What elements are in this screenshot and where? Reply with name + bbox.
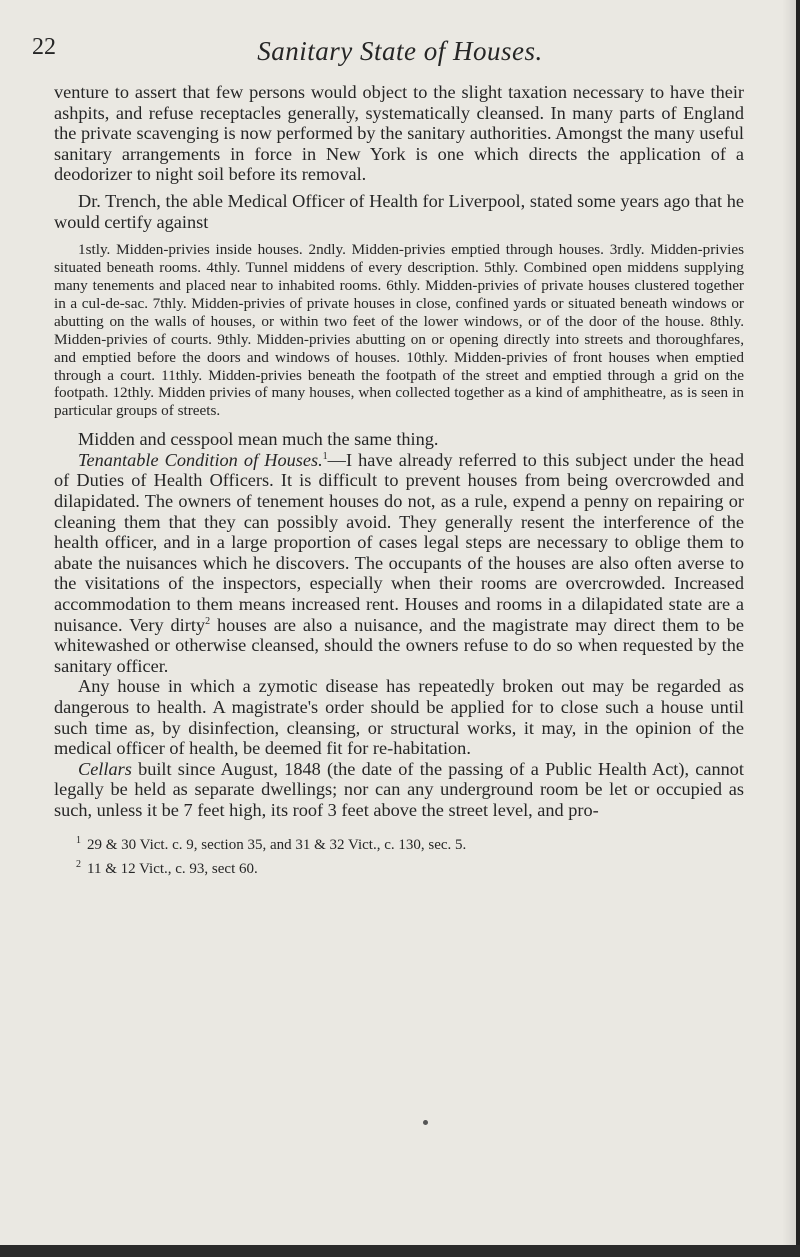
footnote-ref-2: 2 (205, 615, 211, 627)
footnote-1-text: 29 & 30 Vict. c. 9, section 35, and 31 & 32 Vict., c. 130, sec. 5. (87, 836, 467, 853)
paragraph-scavenging: venture to assert that few persons would object to the slight taxation necessary to have their ashpits, and refuse receptacles generally, systematically cleansed. In many parts of England the private scavenging is now performed by the sanitary authorities. Amongst the many useful sanitary arrangements in force in New York is one which directs the application of a deodorizer to night soil before its removal. (54, 82, 744, 185)
footnotes (54, 831, 744, 879)
paragraph-dr-trench: Dr. Trench, the able Medical Officer of Health for Liverpool, stated some years ago that he would certify against (54, 190, 744, 232)
cellars-text: built since August, 1848 (the date of the passing of a Public Health Act), cannot legally be held as separate dwellings; nor can any underground room be let or occupied as such, unless it be 7 feet high, its roof 3 feet above the street level, and pro- (54, 758, 744, 820)
paragraph-midden-cesspool: Midden and cesspool mean much the same thing. (78, 429, 439, 450)
page-number: 22 (32, 34, 56, 60)
section-heading-cellars: Cellars (78, 758, 132, 779)
page-right-edge (796, 0, 800, 1257)
footnote-1 (76, 831, 744, 855)
paragraph-tenantable-condition (54, 450, 744, 677)
body-text (54, 82, 744, 879)
footnote-2-text: 11 & 12 Vict., c. 93, sect 60. (87, 860, 258, 877)
paragraph-zymotic-disease: Any house in which a zymotic disease has repeatedly broken out may be regarded as dangerous to health. A magistrate's order should be applied for to close such a house until such time as, by disinfection, cleansing, or structural works, it may, in the opinion of the medical officer of health, be deemed fit for re-habitation. (54, 676, 744, 759)
page-gutter-shadow (782, 0, 796, 1257)
tenantable-text: —I have already referred to this subject under the head of Duties of Health Officers. It is difficult to prevent houses from being overcrowded and dilapidated. The owners of tenement houses do not, as a rule, expend a penny on repairing or cleaning them that they can possibly avoid. They generally resent the interference of the health officer, and in a large proportion of cases legal steps are necessary to oblige them to abate the nuisances which he discovers. The occupants of the houses are also often averse to the visitations of the inspectors, especially when their rooms are overcrowded. Increased accommodation to them means increased rent. Houses and rooms in a dilapidated state are a nuisance. Very dirty (54, 449, 744, 635)
page-bottom-edge (0, 1245, 800, 1257)
footnote-1-mark: 1 (76, 834, 81, 846)
footnote-ref-1: 1 (322, 450, 328, 462)
section-heading-tenantable: Tenantable Condition of Houses. (78, 449, 323, 470)
running-title: Sanitary State of Houses. (257, 36, 543, 66)
footnote-2 (76, 855, 744, 879)
paragraph-cellars (54, 759, 744, 821)
page-header (0, 34, 800, 74)
tenantable-text-continued: houses are also a nuisance, and the magistrate may direct them to be whitewashed or otherwise cleansed, should the owners refuse to do so when requested by the sanitary officer. (54, 614, 744, 676)
footnote-2-mark: 2 (76, 858, 81, 870)
paragraph-midden-list: 1stly. Midden-privies inside houses. 2ndly. Midden-privies emptied through houses. 3rdly. Midden-privies situated beneath rooms. 4thly. Tunnel middens of every description. 5thly. Combined open middens supplying many tenements and placed near to inhabited rooms. 6thly. Midden-privies of private houses clustered together in a cul-de-sac. 7thly. Midden-privies of private houses in close, confined yards or situated beneath windows or abutting on the walls of houses, or within two feet of the lower windows, or of the door of the house. 8thly. Midden-privies of courts. 9thly. Midden-privies abutting on or opening directly into streets and thoroughfares, and emptied before the doors and windows of houses. 10thly. Midden-privies of front houses when emptied through a court. 11thly. Midden-privies beneath the footpath of the street and emptied through a grid on the footpath. 12thly. Midden privies of many houses, when collected together as a kind of amphitheatre, as is seen in particular groups of streets. (54, 241, 744, 420)
ink-speck (423, 1120, 428, 1125)
